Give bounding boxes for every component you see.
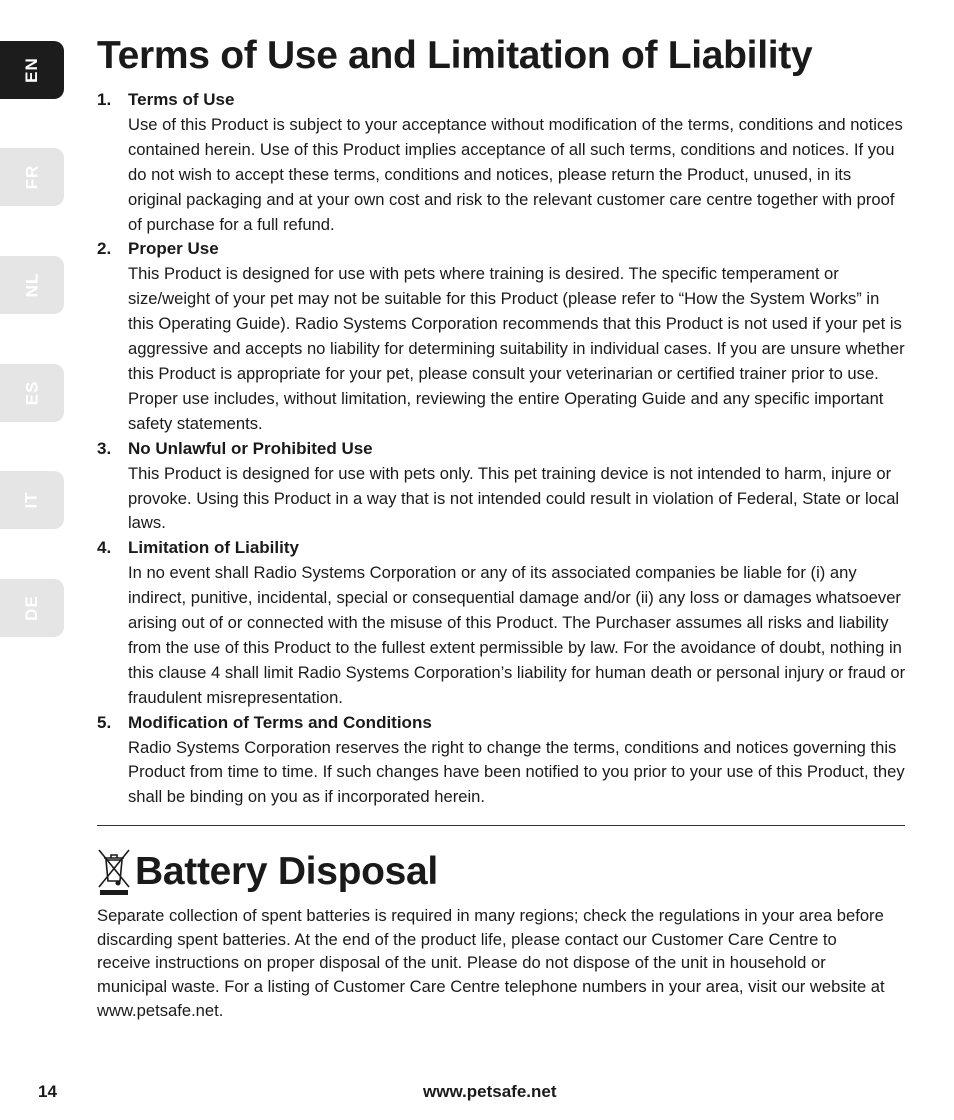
crossed-out-wheelie-bin-icon — [97, 847, 131, 897]
term-body: In no event shall Radio Systems Corporation or any of its associated companies be liable for (i) any indirect, punitive, incidental, special or consequential damage and/or (ii) any loss or damages whatsoever arising out of or connected with the misuse of this Product. The Purchaser assumes all risks and liability from the use of this Product to the fullest extent permissible by law. For the avoidance of doubt, nothing in this clause 4 shall limit Radio Systems Corporation’s liability for human death or personal injury or fraud or fraudulent misrepresentation. — [128, 563, 906, 707]
main-content — [97, 30, 907, 1022]
lang-tab-en[interactable] — [0, 41, 64, 99]
lang-tab-label: IT — [21, 491, 41, 509]
page-footer — [0, 1078, 954, 1108]
term-number: 5. — [97, 712, 112, 732]
lang-tab-label: EN — [22, 57, 41, 83]
page-number: 14 — [38, 1082, 57, 1101]
battery-title: Battery Disposal — [135, 850, 438, 894]
battery-section-header — [97, 846, 907, 898]
term-number: 3. — [97, 438, 112, 458]
section-divider — [97, 825, 905, 826]
battery-text: Separate collection of spent batteries is required in many regions; check the regulations in your area before discarding spent batteries. At the end of the product life, please contact our Customer Care Centre to receive instructions on proper disposal of the unit. Please do not dispose of the unit in household or municipal waste. For a listing of Customer Care Centre telephone numbers in your area, visit our website at www.petsafe.net. — [97, 906, 885, 1020]
term-item — [97, 711, 907, 811]
terms-list — [97, 88, 907, 810]
term-item — [97, 88, 907, 237]
language-tabs — [0, 0, 66, 1120]
term-item — [97, 237, 907, 436]
term-heading: Modification of Terms and Conditions — [128, 712, 432, 732]
term-body: Radio Systems Corporation reserves the right to change the terms, conditions and notices governing this Product from time to time. If such changes have been notified to you prior to your use of this Product, they shall be binding on you as if incorporated herein. — [128, 737, 905, 807]
page-title: Terms of Use and Limitation of Liability — [97, 34, 813, 77]
lang-tab-de[interactable] — [0, 579, 64, 637]
term-body: Use of this Product is subject to your acceptance without modification of the terms, conditions and notices contained herein. Use of this Product implies acceptance of all such terms, conditions and notices. If you do not wish to accept these terms, conditions and notices, please return the Product, unused, in its original packaging and at your own cost and risk to the relevant customer care centre together with proof of purchase for a full refund. — [128, 114, 903, 234]
term-body: This Product is designed for use with pets only. This pet training device is not intended to harm, injure or provoke. Using this Product in a way that is not intended could result in violation of Federal, State or local laws. — [128, 463, 900, 533]
term-number: 1. — [97, 90, 112, 109]
lang-tab-label: DE — [22, 595, 41, 621]
website-link[interactable]: www.petsafe.net — [423, 1082, 557, 1101]
term-heading: Terms of Use — [128, 90, 235, 109]
lang-tab-label: ES — [22, 380, 41, 406]
term-heading: Proper Use — [128, 239, 219, 259]
lang-tab-fr[interactable] — [0, 148, 64, 206]
lang-tab-nl[interactable] — [0, 256, 64, 314]
term-item — [97, 437, 907, 537]
term-heading: Limitation of Liability — [128, 538, 299, 558]
lang-tab-es[interactable] — [0, 364, 64, 422]
term-number: 2. — [97, 239, 112, 259]
lang-tab-label: NL — [21, 272, 41, 298]
term-number: 4. — [97, 538, 112, 558]
term-item — [97, 536, 907, 710]
term-body: This Product is designed for use with pets where training is desired. The specific temperament or size/weight of your pet may not be suitable for this Product (please refer to “How the System Works” in this Operating Guide). Radio Systems Corporation recommends that this Product is not used if your pet is aggressive and accepts no liability for determining suitability in individual cases. If you are unsure whether this Product is appropriate for your pet, please consult your veterinarian or certified trainer prior to use. Proper use includes, without limitation, reviewing the entire Operating Guide and any specific important safety statements. — [128, 264, 905, 433]
lang-tab-label: FR — [21, 164, 41, 190]
term-heading: No Unlawful or Prohibited Use — [128, 438, 373, 458]
lang-tab-it[interactable] — [0, 471, 64, 529]
